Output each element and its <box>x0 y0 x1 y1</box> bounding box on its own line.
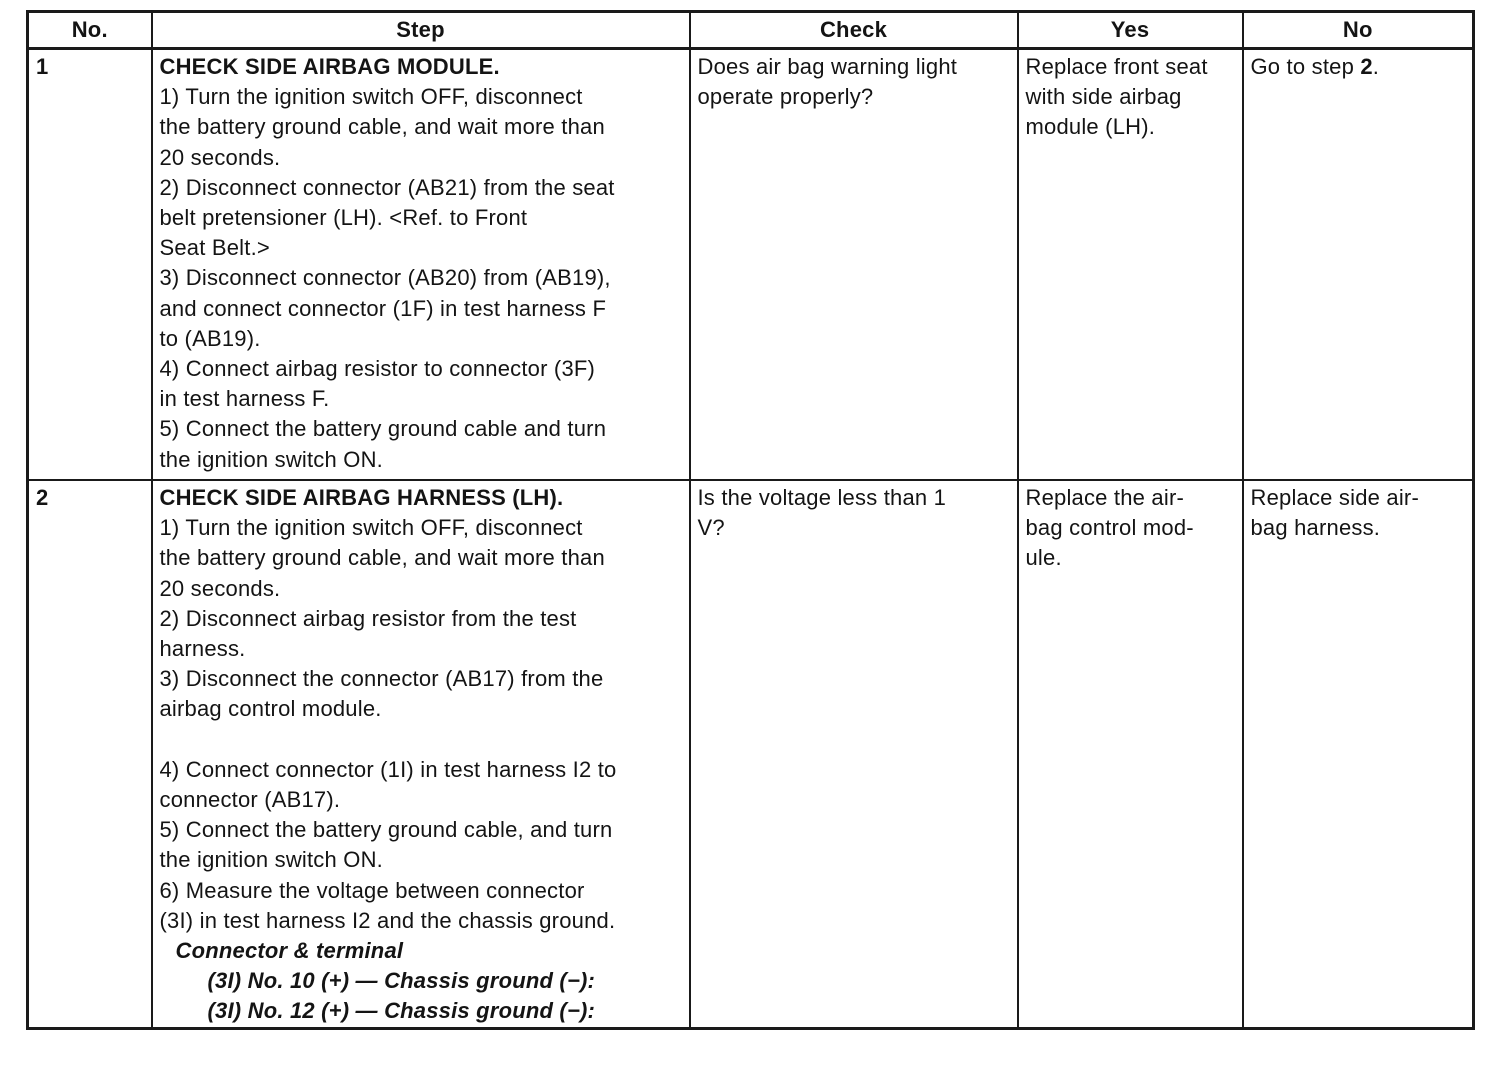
no-line <box>1251 52 1466 82</box>
yes-line: bag control mod- <box>1025 515 1194 541</box>
step-line: 2) Disconnect airbag resistor from the test <box>159 605 577 631</box>
table-header-row <box>28 12 1474 49</box>
step-number: 1 <box>28 49 152 481</box>
check-cell <box>690 480 1018 1028</box>
step-line: belt pretensioner (LH). <Ref. to Front <box>159 205 528 231</box>
step-line: 1) Turn the ignition switch OFF, disconnect <box>159 84 583 110</box>
step-cell <box>152 49 690 481</box>
check-line: Does air bag warning light <box>697 54 958 79</box>
yes-cell <box>1018 49 1243 481</box>
step-line: and connect connector (1F) in test harness F <box>159 295 607 321</box>
step-line: 20 seconds. <box>159 144 281 170</box>
step-title: CHECK SIDE AIRBAG MODULE. <box>159 54 500 79</box>
step-line: in test harness F. <box>159 386 330 412</box>
step-line: 6) Measure the voltage between connector <box>159 877 585 903</box>
step-title: CHECK SIDE AIRBAG HARNESS (LH). <box>159 485 564 510</box>
step-line: 3) Disconnect connector (AB20) from (AB19), <box>159 265 611 291</box>
step-line: airbag control module. <box>159 696 382 722</box>
step-line: 20 seconds. <box>159 575 281 601</box>
header-check: Check <box>690 12 1018 49</box>
step-line: 4) Connect connector (1I) in test harness I2 to <box>159 756 617 782</box>
goto-step-number: 2 <box>1360 54 1373 79</box>
connector-heading: Connector & terminal <box>175 938 404 964</box>
no-cell <box>1243 480 1474 1028</box>
check-line: operate properly? <box>697 84 874 110</box>
step-line: 1) Turn the ignition switch OFF, disconnect <box>159 515 583 541</box>
step-cell <box>152 480 690 1028</box>
step-line: 3) Disconnect the connector (AB17) from the <box>159 666 604 692</box>
yes-line: ule. <box>1025 545 1062 571</box>
table-row <box>28 49 1474 481</box>
goto-prefix: Go to step <box>1250 54 1361 79</box>
goto-suffix: . <box>1372 54 1380 79</box>
no-line: bag harness. <box>1250 515 1381 541</box>
yes-line: Replace front seat <box>1025 54 1208 79</box>
step-line: the battery ground cable, and wait more than <box>159 114 605 140</box>
yes-line: with side airbag <box>1025 84 1182 110</box>
yes-line: module (LH). <box>1025 114 1156 140</box>
check-cell <box>690 49 1018 481</box>
connector-terminal-line: (3I) No. 12 (+) — Chassis ground (−): <box>207 998 596 1024</box>
blank-line <box>160 725 682 755</box>
diagnostic-table <box>26 10 1475 1030</box>
no-cell <box>1243 49 1474 481</box>
step-line: harness. <box>159 636 246 662</box>
step-line: the ignition switch ON. <box>159 446 383 472</box>
step-line: 4) Connect airbag resistor to connector (3F) <box>159 356 596 382</box>
no-line: Replace side air- <box>1250 485 1419 510</box>
step-line: 5) Connect the battery ground cable and turn <box>159 416 607 442</box>
step-line: the battery ground cable, and wait more than <box>159 545 605 571</box>
step-line: 2) Disconnect connector (AB21) from the seat <box>159 174 615 200</box>
check-line: V? <box>697 515 725 541</box>
header-no-result: No <box>1243 12 1474 49</box>
step-line: to (AB19). <box>159 325 261 351</box>
connector-terminal-line: (3I) No. 10 (+) — Chassis ground (−): <box>207 968 596 994</box>
check-line: Is the voltage less than 1 <box>697 485 947 510</box>
step-number: 2 <box>28 480 152 1028</box>
step-line: the ignition switch ON. <box>159 847 383 873</box>
header-yes: Yes <box>1018 12 1243 49</box>
step-line: connector (AB17). <box>159 787 341 813</box>
yes-line: Replace the air- <box>1025 485 1184 510</box>
header-step: Step <box>152 12 690 49</box>
step-line: (3I) in test harness I2 and the chassis ground. <box>159 907 616 933</box>
step-line: 5) Connect the battery ground cable, and turn <box>159 817 613 843</box>
header-no: No. <box>28 12 152 49</box>
yes-cell <box>1018 480 1243 1028</box>
table-row <box>28 480 1474 1028</box>
step-line: Seat Belt.> <box>159 235 270 261</box>
